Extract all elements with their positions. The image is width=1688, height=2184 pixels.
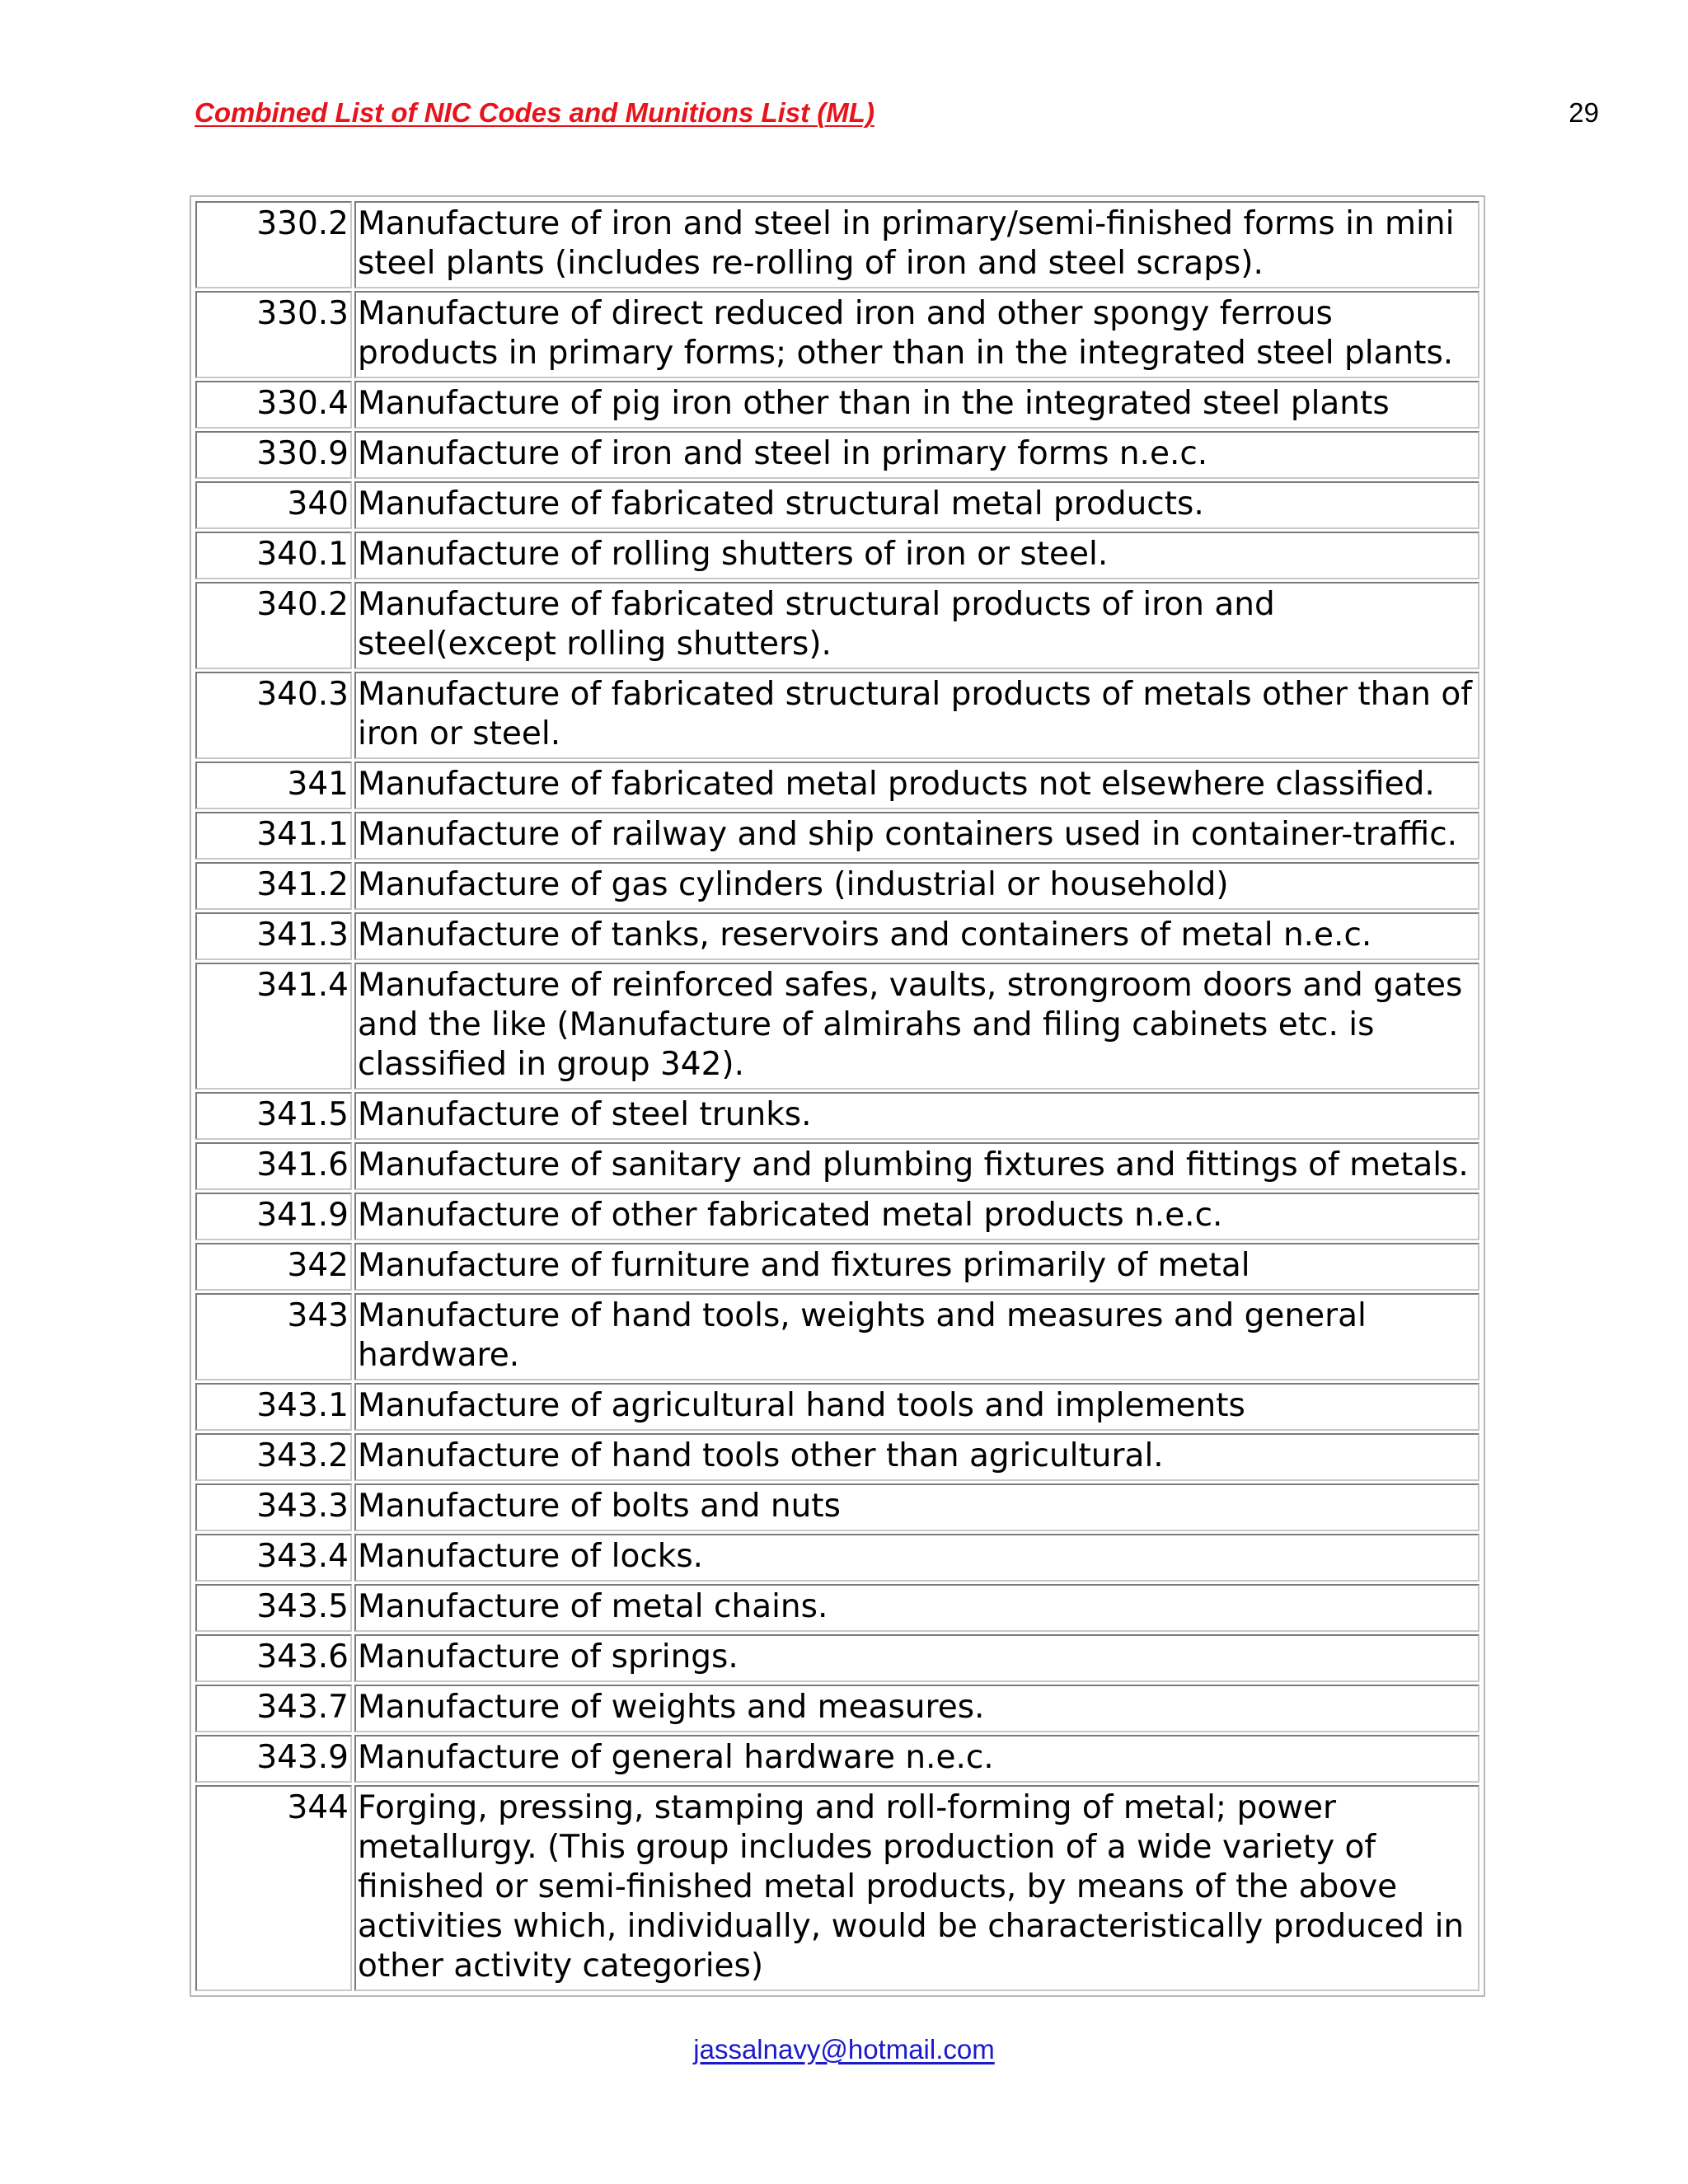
- nic-description-cell: Manufacture of iron and steel in primary/semi-finished forms in mini steel plants (includes re-rolling of iron and steel scraps).: [354, 201, 1479, 288]
- table-row: [195, 1534, 1479, 1582]
- table-row: [195, 582, 1479, 669]
- table-row: [195, 1785, 1479, 1991]
- nic-description-cell: Manufacture of fabricated structural products of metals other than of iron or steel.: [354, 672, 1479, 759]
- nic-code-cell: 341.3: [195, 912, 352, 960]
- nic-code-cell: 341.4: [195, 963, 352, 1090]
- table-row: [195, 1092, 1479, 1140]
- nic-code-cell: 340: [195, 481, 352, 529]
- nic-codes-table: [193, 199, 1482, 1994]
- table-row: [195, 1293, 1479, 1380]
- nic-description-cell: Manufacture of railway and ship containers used in container-traffic.: [354, 812, 1479, 860]
- nic-code-cell: 341: [195, 762, 352, 809]
- nic-code-cell: 340.3: [195, 672, 352, 759]
- nic-description-cell: Manufacture of tanks, reservoirs and containers of metal n.e.c.: [354, 912, 1479, 960]
- nic-code-cell: 330.4: [195, 381, 352, 429]
- nic-description-cell: Manufacture of weights and measures.: [354, 1685, 1479, 1732]
- page-footer: [0, 2034, 1688, 2065]
- nic-description-cell: Manufacture of sanitary and plumbing fixtures and fittings of metals.: [354, 1142, 1479, 1190]
- nic-code-cell: 342: [195, 1243, 352, 1291]
- nic-description-cell: Manufacture of general hardware n.e.c.: [354, 1735, 1479, 1783]
- page-number: 29: [1568, 97, 1599, 128]
- document-title: Combined List of NIC Codes and Munitions List (ML): [195, 97, 874, 128]
- nic-code-cell: 343.4: [195, 1534, 352, 1582]
- table-row: [195, 1634, 1479, 1682]
- nic-code-cell: 341.5: [195, 1092, 352, 1140]
- table-row: [195, 291, 1479, 378]
- nic-code-cell: 341.9: [195, 1193, 352, 1240]
- table-row: [195, 762, 1479, 809]
- table-row: [195, 912, 1479, 960]
- nic-description-cell: Manufacture of other fabricated metal products n.e.c.: [354, 1193, 1479, 1240]
- nic-description-cell: Manufacture of fabricated metal products not elsewhere classified.: [354, 762, 1479, 809]
- nic-description-cell: Manufacture of rolling shutters of iron or steel.: [354, 532, 1479, 579]
- table-row: [195, 1433, 1479, 1481]
- nic-code-cell: 330.2: [195, 201, 352, 288]
- nic-codes-table-body: [195, 201, 1479, 1991]
- nic-code-cell: 344: [195, 1785, 352, 1991]
- table-row: [195, 1584, 1479, 1632]
- table-row: [195, 381, 1479, 429]
- nic-code-cell: 343.7: [195, 1685, 352, 1732]
- nic-code-cell: 343.9: [195, 1735, 352, 1783]
- footer-email-link[interactable]: jassalnavy@hotmail.com: [693, 2034, 995, 2064]
- nic-code-cell: 330.3: [195, 291, 352, 378]
- nic-description-cell: Manufacture of direct reduced iron and other spongy ferrous products in primary forms; other than in the integrated steel plants.: [354, 291, 1479, 378]
- table-row: [195, 862, 1479, 910]
- nic-code-cell: 341.6: [195, 1142, 352, 1190]
- nic-description-cell: Manufacture of reinforced safes, vaults, strongroom doors and gates and the like (Manufacture of almirahs and filing cabinets etc. is classified in group 342).: [354, 963, 1479, 1090]
- nic-description-cell: Manufacture of locks.: [354, 1534, 1479, 1582]
- table-row: [195, 963, 1479, 1090]
- nic-code-cell: 343.2: [195, 1433, 352, 1481]
- table-row: [195, 1483, 1479, 1531]
- nic-description-cell: Manufacture of hand tools, weights and measures and general hardware.: [354, 1293, 1479, 1380]
- nic-description-cell: Manufacture of fabricated structural products of iron and steel(except rolling shutters).: [354, 582, 1479, 669]
- table-row: [195, 812, 1479, 860]
- table-row: [195, 201, 1479, 288]
- nic-description-cell: Manufacture of springs.: [354, 1634, 1479, 1682]
- nic-description-cell: Manufacture of metal chains.: [354, 1584, 1479, 1632]
- table-row: [195, 532, 1479, 579]
- nic-code-cell: 343.5: [195, 1584, 352, 1632]
- table-row: [195, 481, 1479, 529]
- table-row: [195, 431, 1479, 479]
- nic-code-cell: 341.1: [195, 812, 352, 860]
- table-row: [195, 1383, 1479, 1431]
- nic-code-cell: 343.1: [195, 1383, 352, 1431]
- nic-code-cell: 343.6: [195, 1634, 352, 1682]
- nic-codes-table-container: [190, 195, 1485, 1997]
- table-row: [195, 1243, 1479, 1291]
- nic-description-cell: Manufacture of furniture and fixtures primarily of metal: [354, 1243, 1479, 1291]
- table-row: [195, 1685, 1479, 1732]
- table-row: [195, 1735, 1479, 1783]
- nic-code-cell: 330.9: [195, 431, 352, 479]
- nic-code-cell: 340.2: [195, 582, 352, 669]
- nic-code-cell: 343.3: [195, 1483, 352, 1531]
- nic-description-cell: Manufacture of fabricated structural metal products.: [354, 481, 1479, 529]
- nic-description-cell: Manufacture of hand tools other than agricultural.: [354, 1433, 1479, 1481]
- page-header: [195, 97, 1599, 140]
- nic-description-cell: Manufacture of bolts and nuts: [354, 1483, 1479, 1531]
- nic-code-cell: 343: [195, 1293, 352, 1380]
- nic-code-cell: 340.1: [195, 532, 352, 579]
- nic-description-cell: Manufacture of pig iron other than in the integrated steel plants: [354, 381, 1479, 429]
- table-row: [195, 1142, 1479, 1190]
- nic-code-cell: 341.2: [195, 862, 352, 910]
- nic-description-cell: Forging, pressing, stamping and roll-forming of metal; power metallurgy. (This group includes production of a wide variety of finished or semi-finished metal products, by means of the above activities which, individually, would be characteristically produced in other activity categories): [354, 1785, 1479, 1991]
- table-row: [195, 672, 1479, 759]
- nic-description-cell: Manufacture of gas cylinders (industrial or household): [354, 862, 1479, 910]
- nic-description-cell: Manufacture of steel trunks.: [354, 1092, 1479, 1140]
- table-row: [195, 1193, 1479, 1240]
- nic-description-cell: Manufacture of agricultural hand tools and implements: [354, 1383, 1479, 1431]
- nic-description-cell: Manufacture of iron and steel in primary forms n.e.c.: [354, 431, 1479, 479]
